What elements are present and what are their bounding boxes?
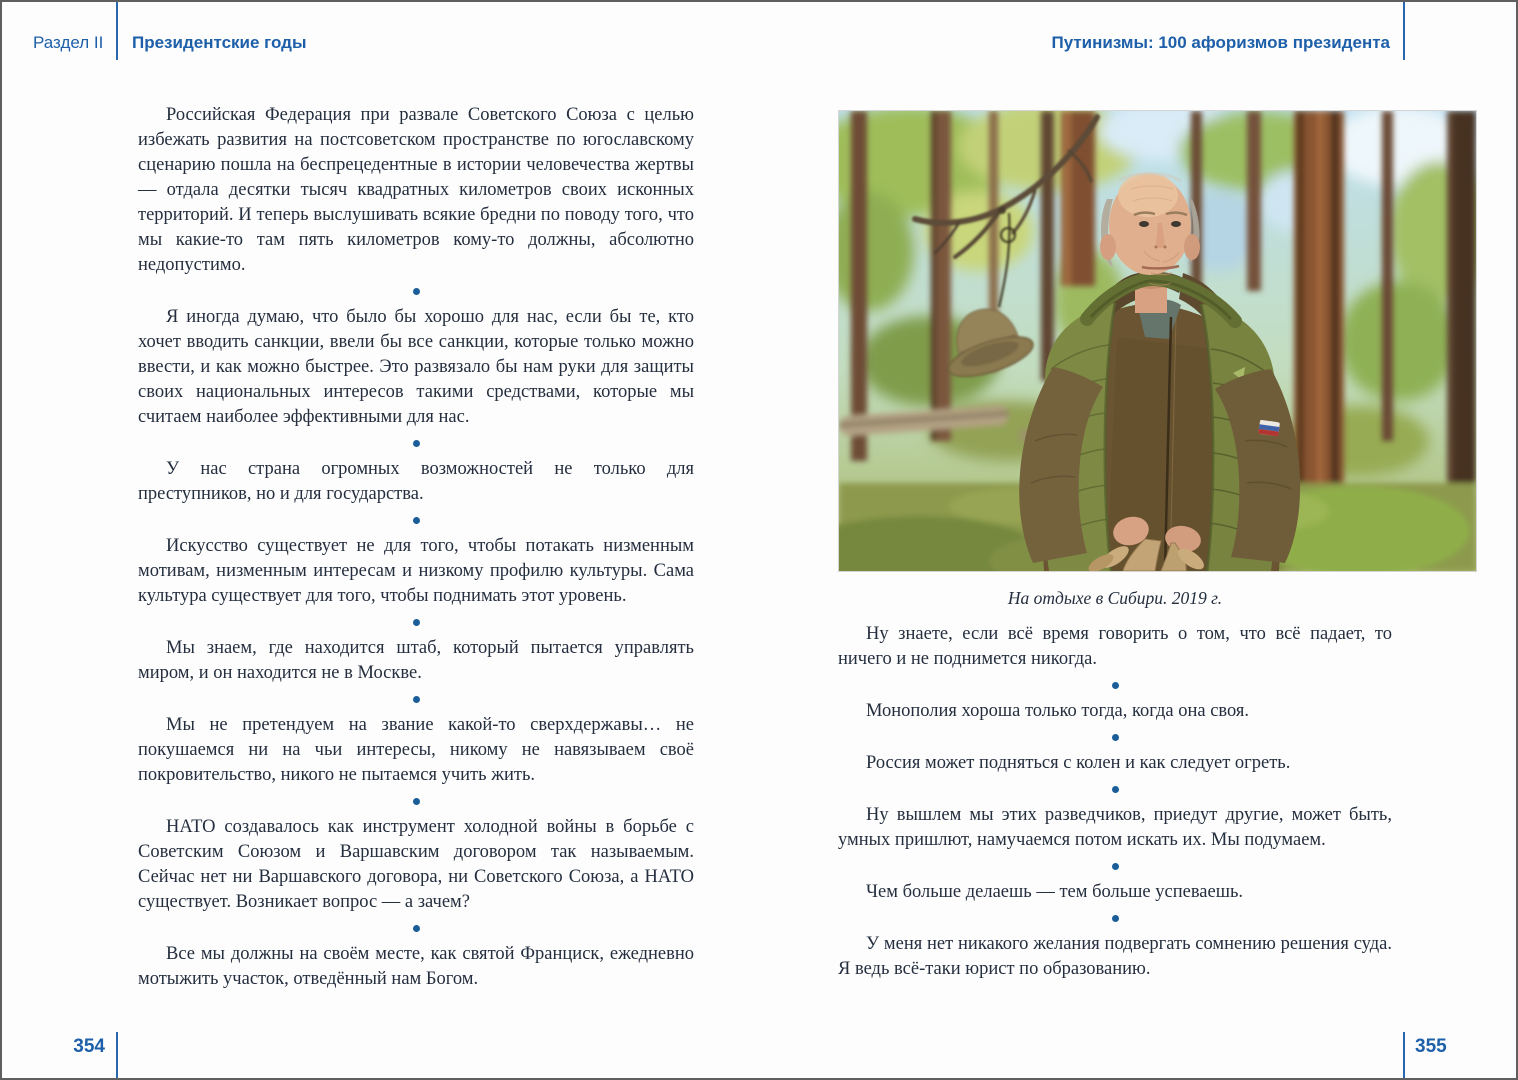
quote-paragraph: Мы знаем, где находится штаб, который пытается управлять миром, и он находится не в Москве. [138, 638, 694, 683]
dot-separator-icon [838, 672, 1392, 699]
dot-separator-icon [838, 776, 1392, 803]
dot-separator-icon [138, 430, 694, 457]
dot-separator-icon [138, 278, 694, 305]
quote-paragraph: Монополия хороша только тогда, когда она своя. [866, 701, 1250, 721]
quote-paragraph: Ну знаете, если всё время говорить о том, что всё падает, то ничего и не поднимется никогда. [838, 624, 1392, 669]
right-page-text-column [838, 587, 1392, 982]
quote-paragraph: Россия может подняться с колен и как следует огреть. [866, 753, 1291, 773]
photo-illustration [839, 111, 1476, 571]
dot-separator-icon [138, 686, 694, 713]
footer-rule-right [1403, 1032, 1405, 1080]
page-number-right: 355 [1415, 1036, 1447, 1057]
quote-paragraph: Российская Федерация при развале Советского Союза с целью избежать развития на постсоветском пространстве по югославскому сценарию пошла на беспрецедентные в истории человечества жертвы — отдала десятки тысяч квадратных километров своих исконных территорий. И теперь выслушивать всякие бредни по поводу того, что мы какие-то там пять километров кому-то должны, абсолютно недопустимо. [138, 105, 694, 275]
dot-separator-icon [138, 788, 694, 815]
quote-paragraph: Чем больше делаешь — тем больше успеваешь. [866, 882, 1244, 902]
quote-paragraph: Все мы должны на своём месте, как святой Франциск, ежедневно мотыжить участок, отведённый нам Богом. [138, 944, 694, 989]
header-rule-right [1403, 2, 1405, 60]
dot-separator-icon [838, 905, 1392, 932]
quote-paragraph: Искусство существует не для того, чтобы потакать низменным мотивам, низменным интересам и низкому профилю культуры. Сама культура существует для того, чтобы поднимать этот уровень. [138, 536, 694, 606]
quote-paragraph: Я иногда думаю, что было бы хорошо для нас, если бы те, кто хочет вводить санкции, ввели бы все санкции, которые только можно ввести, и как можно быстрее. Это развязало бы нам руки для защиты своих национальных интересов такими средствами, которые мы считаем наиболее эффективными для нас. [138, 307, 694, 427]
section-label: Раздел II [33, 33, 104, 52]
quote-paragraph: НАТО создавалось как инструмент холодной войны в борьбе с Советским Союзом и Варшавским договором так называемым. Сейчас нет ни Варшавского договора, ни Советского Союза, а НАТО существует. Возникает вопрос — а зачем? [138, 817, 694, 912]
quote-paragraph: Мы не претендуем на звание какой-то сверхдержавы… не покушаемся ни на чьи интересы, никому не навязываем своё покровительство, никого не пытаемся учить жить. [138, 715, 694, 785]
quote-paragraph: У меня нет никакого желания подвергать сомнению решения суда. Я ведь всё-таки юрист по образованию. [838, 934, 1392, 979]
dot-separator-icon [138, 609, 694, 636]
left-page-text-column [138, 103, 694, 992]
dot-separator-icon [838, 853, 1392, 880]
quote-paragraph: У нас страна огромных возможностей не только для преступников, но и для государства. [138, 459, 694, 504]
photo-caption: На отдыхе в Сибири. 2019 г. [1007, 588, 1223, 608]
dot-separator-icon [838, 724, 1392, 751]
quote-paragraph: Ну вышлем мы этих разведчиков, приедут другие, может быть, умных пришлют, намучаемся потом искать их. Мы подумаем. [838, 805, 1392, 850]
header-rule-left [116, 2, 118, 60]
right-page-title: Путинизмы: 100 афоризмов президента [1051, 33, 1390, 52]
page-number-left: 354 [73, 1036, 105, 1057]
dot-separator-icon [138, 507, 694, 534]
footer-rule-left [116, 1032, 118, 1080]
dot-separator-icon [138, 915, 694, 942]
left-page-title: Президентские годы [132, 33, 307, 52]
photo-putin-in-siberian-forest [838, 110, 1477, 572]
